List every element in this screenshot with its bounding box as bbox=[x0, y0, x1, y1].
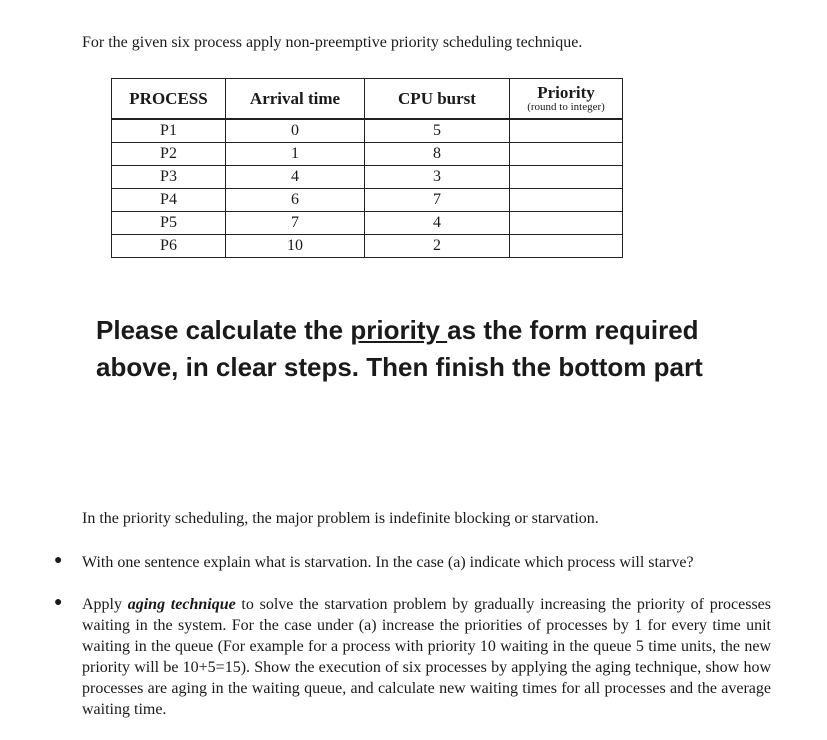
table-row bbox=[112, 119, 623, 143]
header-priority-label: Priority bbox=[537, 83, 595, 102]
bullet-aging-pre: Apply bbox=[82, 596, 128, 613]
table-row bbox=[112, 166, 623, 189]
request-part2: as the form required above, in clear steps. Then finish the bottom part bbox=[96, 315, 703, 382]
cell-process: P5 bbox=[112, 212, 226, 235]
header-priority-note: (round to integer) bbox=[527, 101, 605, 113]
cell-arrival: 1 bbox=[226, 143, 365, 166]
cell-priority[interactable] bbox=[510, 143, 623, 166]
cell-process: P6 bbox=[112, 235, 226, 258]
header-priority bbox=[510, 79, 623, 120]
cell-arrival: 0 bbox=[226, 119, 365, 143]
cell-cpu: 4 bbox=[365, 212, 510, 235]
cell-process: P1 bbox=[112, 119, 226, 143]
header-cpu-burst: CPU burst bbox=[365, 79, 510, 120]
cell-arrival: 4 bbox=[226, 166, 365, 189]
request-underlined: priority bbox=[350, 315, 448, 345]
bullet-starvation: With one sentence explain what is starvation. In the case (a) indicate which process will starve? bbox=[82, 554, 694, 571]
cell-cpu: 3 bbox=[365, 166, 510, 189]
bullet-aging-post: to solve the starvation problem by gradually increasing the priority of processes waiting in the system. For the case under (a) increase the priorities of processes by 1 for every time unit waiting in the queue (For example for a process with priority 10 waiting in the queue 5 time units, the new priority will be 10+5=15). Show the execution of six processes by applying the aging technique, show how processes are aging in the waiting queue, and calculate new waiting times for all processes and the average waiting time. bbox=[82, 596, 772, 718]
bullet-aging-emphasis: aging technique bbox=[127, 596, 236, 613]
cell-process: P2 bbox=[112, 143, 226, 166]
cell-priority[interactable] bbox=[510, 119, 623, 143]
bullet-dot-icon: ● bbox=[54, 595, 63, 610]
request-text bbox=[96, 312, 736, 386]
table-row bbox=[112, 143, 623, 166]
table-row bbox=[112, 212, 623, 235]
cell-arrival: 7 bbox=[226, 212, 365, 235]
cell-priority[interactable] bbox=[510, 212, 623, 235]
cell-priority[interactable] bbox=[510, 235, 623, 258]
intro-text: For the given six process apply non-preemptive priority scheduling technique. bbox=[82, 34, 583, 51]
cell-priority[interactable] bbox=[510, 189, 623, 212]
bullet-dot-icon: ● bbox=[54, 553, 63, 568]
cell-cpu: 2 bbox=[365, 235, 510, 258]
cell-arrival: 6 bbox=[226, 189, 365, 212]
cell-cpu: 5 bbox=[365, 119, 510, 143]
cell-priority[interactable] bbox=[510, 166, 623, 189]
table-header-row bbox=[112, 79, 623, 120]
cell-process: P3 bbox=[112, 166, 226, 189]
process-table bbox=[111, 78, 623, 258]
request-part1: Please calculate the bbox=[96, 315, 351, 345]
bullet-aging bbox=[82, 594, 771, 720]
table-row bbox=[112, 235, 623, 258]
cell-arrival: 10 bbox=[226, 235, 365, 258]
cell-process: P4 bbox=[112, 189, 226, 212]
header-arrival-time: Arrival time bbox=[226, 79, 365, 120]
cell-cpu: 8 bbox=[365, 143, 510, 166]
section-intro-text: In the priority scheduling, the major problem is indefinite blocking or starvation. bbox=[82, 510, 599, 527]
header-process: PROCESS bbox=[112, 79, 226, 120]
cell-cpu: 7 bbox=[365, 189, 510, 212]
table-row bbox=[112, 189, 623, 212]
